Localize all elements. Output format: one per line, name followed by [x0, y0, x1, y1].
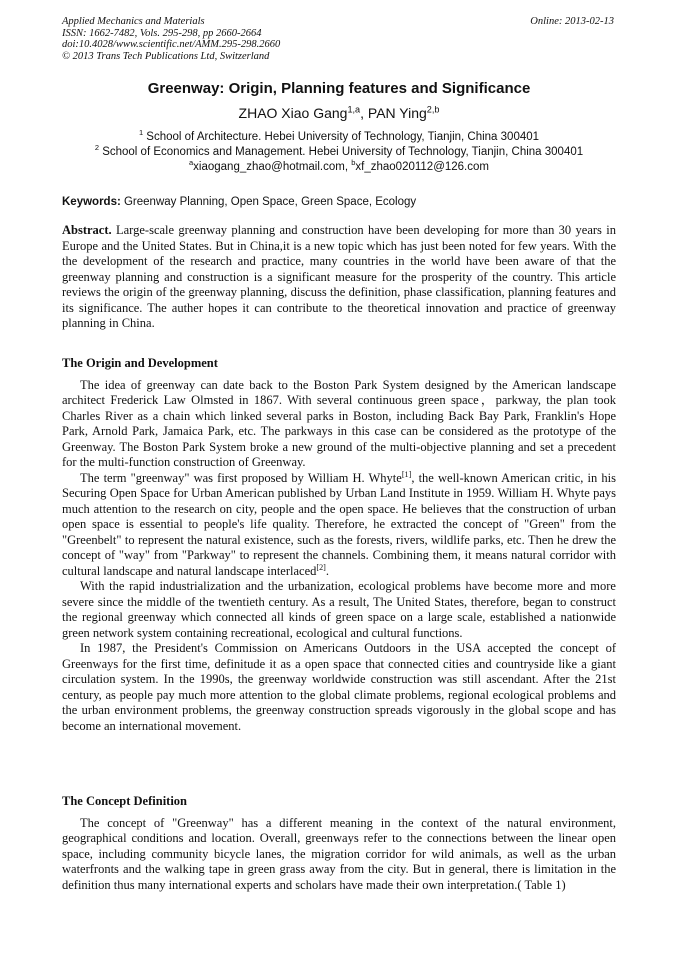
abstract-label: Abstract.: [62, 223, 112, 237]
author-separator: ,: [360, 105, 368, 121]
issn-line: ISSN: 1662-7482, Vols. 295-298, pp 2660-2664: [62, 27, 262, 39]
citation-1: [1]: [401, 469, 412, 479]
affiliation-2-text: School of Economics and Management. Hebei University of Technology, Tianjin, China 300401: [99, 146, 584, 158]
origin-p2-part-b: , the well-known American critic, in his Securing Open Space for Urban American published by Urban Land Institute in 1959. William H. Whyte pays much attention to the research on city, people and the open space. He believes that the construction of urban open space is essential to people's life quality. Therefore, he extracted the concept of "Green" from the "Greenbelt" to represent the natural existence, such as the forests, rivers, wildlife parks, etc. Then he drew the concept of "way" from "Parkway" to represent the channels. Combining them, it means natural corridor with cultural landscape and natural landscape interlaced: [62, 470, 617, 578]
affiliation-1-text: School of Architecture. Hebei University of Technology, Tianjin, China 300401: [143, 131, 540, 143]
abstract: [62, 223, 616, 332]
author-1-name: ZHAO Xiao Gang: [238, 105, 348, 121]
section-origin-title: The Origin and Development: [62, 356, 218, 370]
affiliation-2-num: 2: [94, 143, 99, 153]
section-concept: [62, 794, 616, 893]
section-origin: [62, 356, 616, 734]
origin-paragraph-3: With the rapid industrialization and the urbanization, ecological problems have become more and more severe since the middle of the twentieth century. As a result, The United States, therefore, began to construct the regional greenway which connected all kinds of green space on a large scale, established a nationwide green network system containing recreational, ecological and cultural functions.: [62, 579, 616, 640]
email-a-sup: a: [189, 158, 194, 168]
email-b-sup: b: [351, 158, 356, 168]
origin-paragraph-2: [62, 471, 616, 580]
email-b: xf_zhao020112@126.com: [355, 161, 489, 173]
doi-line: doi:10.4028/www.scientific.net/AMM.295-298.2660: [62, 39, 281, 50]
author-1-sup: 1,a: [347, 104, 361, 115]
keywords: [62, 195, 616, 209]
author-2-sup: 2,b: [426, 104, 440, 115]
origin-p2-part-a: The term "greenway" was first proposed by William H. Whyte: [80, 470, 402, 485]
keywords-label: Keywords:: [62, 196, 121, 208]
affiliation-1-num: 1: [138, 128, 144, 138]
paper-title: Greenway: Origin, Planning features and Significance: [147, 80, 531, 97]
affiliation-1: [40, 130, 638, 145]
keywords-text: Greenway Planning, Open Space, Green Space, Ecology: [120, 196, 417, 208]
online-date: Online: 2013-02-13: [530, 16, 614, 27]
affiliations: [40, 130, 638, 175]
email-line: [40, 160, 638, 175]
concept-paragraph-1: The concept of "Greenway" has a different meaning in the context of the natural environment, geographical conditions and location. Overall, greenways refer to the connections between the linear open space, including community bicycle lanes, the migration corridor for wild animals, as well as the urban waterfronts and the walking tape in green grass away from the city. But in general, there is limitation in the definition thus many international experts and scholars have made their own interpretation.( Table 1): [62, 815, 616, 892]
abstract-text: Large-scale greenway planning and construction have been developing for more than 30 years in Europe and the United States. But in China,it is a new topic which has just been noted for few years. With the the development of the research and practice, many countries in the world have been aware of that the greenway planning and construction is a significant measure for the prosperity of the country. This article reviews the origin of the greenway planning, discuss the definition, phase classification, planning features and its significance. The auther hopes it can contribute to the theoretical innovation and practice of greenway planning in China.: [62, 223, 616, 330]
section-concept-title: The Concept Definition: [62, 794, 187, 808]
author-line: [40, 104, 638, 122]
citation-2: [2]: [316, 562, 326, 572]
author-2-name: PAN Ying: [367, 105, 427, 121]
email-a: xiaogang_zhao@hotmail.com,: [193, 161, 352, 173]
affiliation-2: [40, 145, 638, 160]
origin-paragraph-1: The idea of greenway can date back to the Boston Park System designed by the American landscape architect Frederick Law Olmsted in 1867. With several continuous green space，parkway, the plan took Charles River as a chain which linked several parks in Boston, including Back Bay Park, Franklin's Hope Park, Arnold Park, Jamaica Park, etc. The parkways in this case can be considered as the prototype of the Greenway. The Boston Park System broke a new ground of the multi-objective planning and set a precedent for the multi-function construction of Greenway.: [62, 377, 616, 469]
journal-header: [62, 16, 280, 62]
origin-paragraph-4: In 1987, the President's Commission on Americans Outdoors in the USA accepted the concept of Greenways for the first time, definitude it as a open space that connected cities and countryside like a giant circulation system. In the 1990s, the greenway worldwide construction was still ascendant. After the 21st century, as people pay much more attention to the global climate problems, regional ecological problems and the urban environment problems, the greenway construction spreads vigorously in the global scope and has become an international movement.: [62, 641, 616, 733]
origin-p2-part-c: .: [325, 563, 329, 578]
journal-name: Applied Mechanics and Materials: [62, 16, 205, 27]
copyright-line: © 2013 Trans Tech Publications Ltd, Switzerland: [62, 50, 270, 62]
